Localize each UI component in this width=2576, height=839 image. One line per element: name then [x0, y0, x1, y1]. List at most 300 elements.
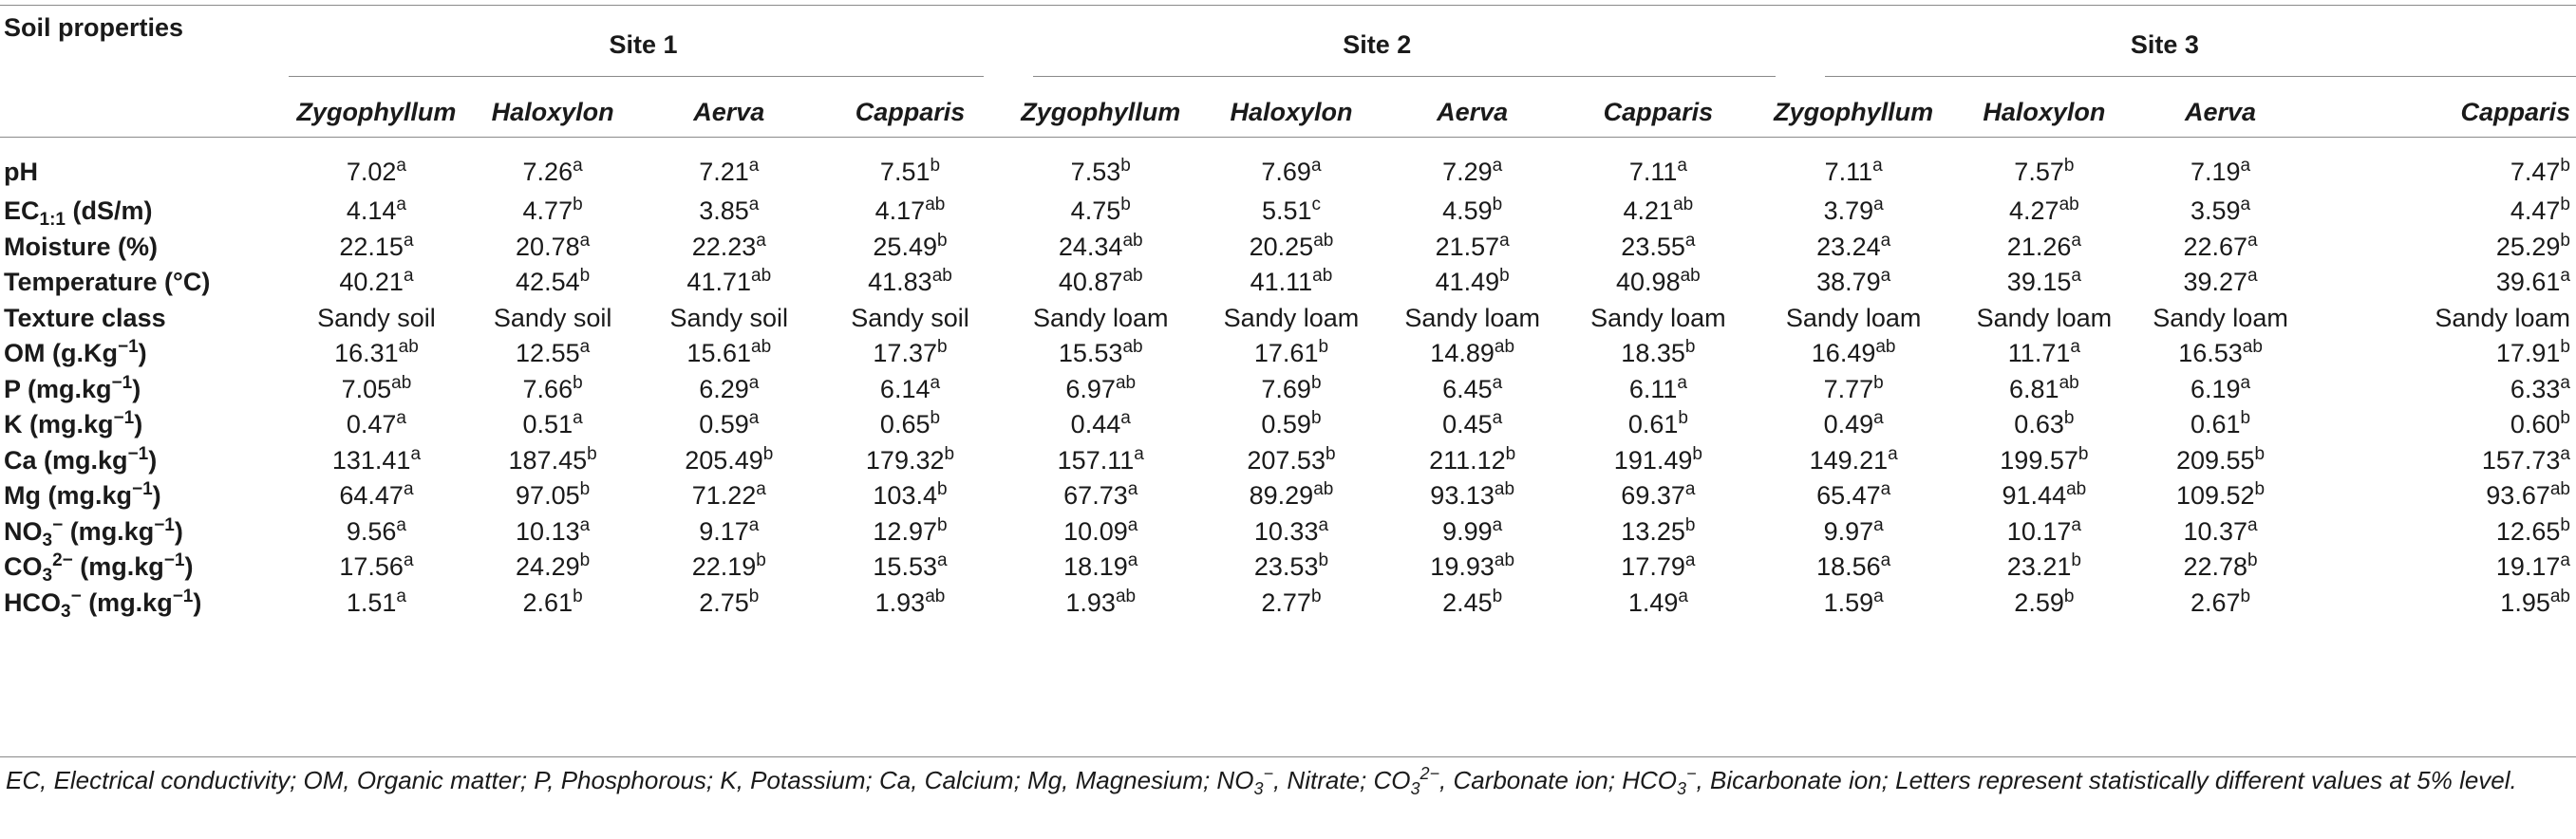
significance-letter: a: [1120, 408, 1131, 429]
significance-letter: ab: [1115, 372, 1137, 393]
table-cell: 7.29$^a$: [1442, 155, 1503, 186]
site-header-row: [0, 8, 2576, 82]
table-cell: 3.85$^a$: [699, 195, 760, 226]
table-cell: 17.56$^a$: [339, 550, 414, 582]
species-header: Haloxylon: [1230, 97, 1353, 126]
significance-letter: a: [756, 479, 766, 500]
table-cell: 103.4$^b$: [873, 479, 948, 511]
significance-letter: a: [403, 479, 414, 500]
table-cell: 4.14$^a$: [346, 195, 406, 226]
significance-letter: a: [396, 408, 406, 429]
top-rule: [0, 5, 2576, 6]
table-cell: 187.45$^b$: [508, 443, 597, 475]
significance-letter: a: [756, 230, 766, 251]
row-label: Moisture (%): [4, 232, 158, 261]
significance-letter: a: [1684, 230, 1696, 251]
significance-letter: b: [579, 479, 591, 500]
table-cell: 42.54$^b$: [516, 266, 591, 297]
table-cell: 2.75$^b$: [699, 586, 760, 617]
significance-letter: a: [2247, 514, 2258, 535]
table-row: [0, 142, 2576, 194]
row-label: pH: [4, 157, 38, 186]
significance-letter: a: [1880, 266, 1891, 287]
table-cell: 0.63$^b$: [2014, 408, 2075, 439]
significance-letter: b: [2560, 195, 2570, 215]
significance-letter: a: [1318, 514, 1329, 535]
table-cell: 15.53$^a$: [873, 550, 948, 582]
table-cell: 65.47$^a$: [1816, 479, 1891, 511]
table-cell: 6.29$^a$: [699, 372, 760, 403]
bottom-rule: [0, 756, 2576, 757]
significance-letter: a: [579, 230, 591, 251]
significance-letter: a: [1499, 230, 1510, 251]
significance-letter: a: [1873, 514, 1884, 535]
table-row: [0, 301, 2576, 337]
table-cell: 2.45$^b$: [1442, 586, 1503, 617]
table-cell: 7.47$^b$: [2510, 155, 2570, 186]
table-cell: 7.19$^a$: [2190, 155, 2251, 186]
table-cell: 22.23$^a$: [691, 230, 766, 261]
table-cell: 18.35$^b$: [1621, 337, 1696, 368]
site-2-header: Site 2: [1343, 29, 1412, 59]
row-label: $EC_{1:1}$ (dS/m): [4, 196, 153, 231]
significance-letter: b: [936, 337, 948, 358]
table-cell: 4.47$^b$: [2510, 195, 2570, 226]
significance-letter: b: [1318, 337, 1329, 358]
table-cell: 20.25$^{ab}$: [1249, 230, 1334, 261]
row-label: Texture class: [4, 303, 166, 332]
significance-letter: ab: [751, 337, 772, 358]
table-row: [0, 443, 2576, 479]
table-cell: 12.55$^a$: [516, 337, 591, 368]
significance-letter: a: [1873, 586, 1884, 606]
significance-letter: b: [1120, 155, 1131, 176]
significance-letter: b: [1310, 372, 1322, 393]
significance-letter: a: [2071, 230, 2081, 251]
significance-letter: ab: [1494, 550, 1515, 571]
significance-letter: ab: [1494, 479, 1515, 500]
table-cell: 13.25$^b$: [1621, 514, 1696, 546]
significance-letter: ab: [1312, 266, 1333, 287]
significance-letter: b: [930, 408, 941, 429]
table-cell: Sandy soil: [493, 303, 612, 332]
empty-cell: [0, 82, 286, 142]
table-cell: 16.31$^{ab}$: [334, 337, 419, 368]
table-cell: 91.44$^{ab}$: [2002, 479, 2087, 511]
table-cell: 5.51$^c$: [1261, 195, 1321, 226]
table-cell: 9.99$^a$: [1442, 514, 1503, 546]
table-cell: 19.17$^a$: [2495, 550, 2570, 582]
table-cell: 149.21$^a$: [1809, 443, 1898, 475]
significance-letter: b: [1310, 586, 1322, 606]
significance-letter: ab: [1680, 266, 1701, 287]
table-cell: 10.17$^a$: [2006, 514, 2081, 546]
species-header: Zygophyllum: [1774, 97, 1934, 126]
table-cell: 1.95$^{ab}$: [2500, 586, 2570, 617]
table-cell: 7.69$^a$: [1261, 155, 1322, 186]
table-cell: 0.45$^a$: [1442, 408, 1503, 439]
significance-letter: a: [1684, 550, 1696, 571]
significance-letter: a: [1684, 479, 1696, 500]
significance-letter: ab: [1494, 337, 1515, 358]
species-header: Haloxylon: [491, 97, 614, 126]
table-cell: 0.60$^b$: [2510, 408, 2570, 439]
table-cell: 39.15$^a$: [2006, 266, 2081, 297]
table-cell: 4.75$^b$: [1070, 195, 1131, 226]
significance-letter: a: [1880, 550, 1891, 571]
table-cell: 179.32$^b$: [865, 443, 955, 475]
table-cell: 9.56$^a$: [346, 514, 406, 546]
table-cell: 0.61$^b$: [2190, 408, 2251, 439]
significance-letter: b: [573, 586, 583, 606]
significance-letter: b: [944, 443, 955, 464]
table-cell: 7.05$^{ab}$: [341, 372, 412, 403]
table-cell: 40.98$^{ab}$: [1616, 266, 1701, 297]
table-row: [0, 265, 2576, 301]
table-cell: 3.79$^a$: [1823, 195, 1884, 226]
species-header: Aerva: [1437, 97, 1509, 126]
significance-letter: a: [579, 337, 591, 358]
table-cell: 67.73$^a$: [1063, 479, 1138, 511]
significance-letter: b: [1492, 195, 1503, 215]
significance-letter: a: [579, 514, 591, 535]
table-cell: 93.67$^{ab}$: [2486, 479, 2570, 511]
species-header: Zygophyllum: [1021, 97, 1181, 126]
table-cell: 6.11$^a$: [1628, 372, 1687, 403]
row-label: $CO_3^{2-}$ $(mg.kg^{-1})$: [4, 550, 194, 587]
table-cell: 10.09$^a$: [1063, 514, 1138, 546]
table-body: [0, 142, 2576, 621]
significance-letter: b: [2240, 408, 2251, 429]
row-label: K $(mg.kg^{-1})$: [4, 408, 143, 439]
significance-letter: ab: [2059, 372, 2079, 393]
table-cell: 21.57$^a$: [1435, 230, 1510, 261]
table-cell: 22.19$^b$: [691, 550, 766, 582]
significance-letter: a: [1310, 155, 1322, 176]
significance-letter: a: [1873, 195, 1884, 215]
row-header-label: Soil properties: [4, 13, 184, 42]
table-cell: 18.19$^a$: [1063, 550, 1138, 582]
table-cell: 9.97$^a$: [1823, 514, 1884, 546]
table-cell: 6.45$^a$: [1442, 372, 1503, 403]
table-cell: 4.21$^{ab}$: [1623, 195, 1694, 226]
significance-letter: a: [573, 408, 583, 429]
table-cell: 1.93$^{ab}$: [1065, 586, 1137, 617]
significance-letter: a: [2247, 266, 2258, 287]
site-1-header: Site 1: [609, 29, 678, 59]
table-cell: 109.52$^b$: [2175, 479, 2266, 511]
table-cell: 12.65$^b$: [2495, 514, 2570, 546]
row-label: $NO_3^-$ $(mg.kg^{-1})$: [4, 514, 183, 550]
table-cell: 0.49$^a$: [1823, 408, 1884, 439]
significance-letter: b: [1692, 443, 1702, 464]
significance-letter: b: [579, 266, 591, 287]
table-cell: 2.61$^b$: [522, 586, 583, 617]
significance-letter: a: [1677, 155, 1687, 176]
significance-letter: ab: [2242, 337, 2263, 358]
table-cell: 1.93$^{ab}$: [874, 586, 946, 617]
table-cell: 25.49$^b$: [873, 230, 948, 261]
table-cell: 15.61$^{ab}$: [686, 337, 772, 368]
table-cell: 3.59$^a$: [2190, 195, 2251, 226]
significance-letter: a: [748, 372, 760, 393]
significance-letter: a: [1492, 372, 1503, 393]
significance-letter: ab: [2549, 479, 2570, 500]
table-cell: 41.83$^{ab}$: [868, 266, 952, 297]
species-header: Aerva: [2185, 97, 2257, 126]
table-cell: 211.12$^b$: [1429, 443, 1516, 475]
significance-letter: b: [762, 443, 774, 464]
table-row: [0, 514, 2576, 550]
table-cell: 157.73$^a$: [2481, 443, 2570, 475]
table-cell: 25.29$^b$: [2495, 230, 2570, 261]
significance-letter: a: [1888, 443, 1898, 464]
table-footnote: EC, Electrical conductivity; OM, Organic matter; P, Phosphorous; K, Potassium; Ca, Calcium; Mg, Magnesium; $NO_3^-$, Nitrate; $CO_3^{2-}$, Carbonate ion; $HCO_3^-$, Bicarbonate ion; Letters represent statistically different values at 5% level.: [6, 764, 2517, 798]
table-cell: 7.21$^a$: [699, 155, 760, 186]
table-cell: 0.65$^b$: [879, 408, 941, 439]
table-cell: 24.34$^{ab}$: [1058, 230, 1143, 261]
significance-letter: a: [1492, 408, 1503, 429]
significance-letter: b: [2560, 230, 2570, 251]
significance-letter: a: [2240, 195, 2251, 215]
row-label: Mg $(mg.kg^{-1})$: [4, 479, 161, 511]
significance-letter: a: [748, 155, 760, 176]
species-header: Capparis: [855, 97, 966, 126]
significance-letter: a: [1492, 514, 1503, 535]
table-cell: 89.29$^{ab}$: [1249, 479, 1334, 511]
table-cell: 93.13$^{ab}$: [1430, 479, 1515, 511]
significance-letter: a: [2560, 443, 2570, 464]
table-cell: 7.77$^b$: [1823, 372, 1884, 403]
table-cell: 0.59$^b$: [1261, 408, 1322, 439]
significance-letter: b: [2254, 479, 2266, 500]
table-cell: Sandy loam: [1404, 303, 1540, 332]
significance-letter: b: [579, 550, 591, 571]
table-cell: Sandy soil: [851, 303, 969, 332]
significance-letter: b: [1318, 550, 1329, 571]
table-cell: Sandy loam: [1590, 303, 1726, 332]
significance-letter: a: [1872, 155, 1883, 176]
significance-letter: a: [396, 586, 406, 606]
significance-letter: ab: [931, 266, 952, 287]
table-cell: 40.87$^{ab}$: [1058, 266, 1143, 297]
significance-letter: a: [930, 372, 941, 393]
significance-letter: ab: [1313, 479, 1334, 500]
table-cell: 16.49$^{ab}$: [1811, 337, 1896, 368]
table-cell: 40.21$^a$: [339, 266, 414, 297]
species-header: Capparis: [1603, 97, 1714, 126]
significance-letter: a: [2560, 372, 2570, 393]
significance-letter: a: [403, 550, 414, 571]
table-cell: 0.61$^b$: [1627, 408, 1688, 439]
table-cell: 22.15$^a$: [339, 230, 414, 261]
significance-letter: ab: [925, 586, 946, 606]
table-cell: 7.66$^b$: [522, 372, 583, 403]
table-cell: 2.77$^b$: [1261, 586, 1322, 617]
table-cell: 17.37$^b$: [873, 337, 948, 368]
significance-letter: b: [2240, 586, 2251, 606]
table-cell: Sandy loam: [2435, 303, 2570, 332]
significance-letter: b: [2560, 408, 2570, 429]
significance-letter: b: [1684, 514, 1696, 535]
table-cell: 12.97$^b$: [873, 514, 948, 546]
table-cell: 207.53$^b$: [1247, 443, 1336, 475]
table-cell: 131.41$^a$: [331, 443, 422, 475]
significance-letter: ab: [2066, 479, 2087, 500]
table-row: [0, 372, 2576, 408]
significance-letter: a: [1134, 443, 1144, 464]
significance-letter: a: [2071, 514, 2081, 535]
table-cell: 23.21$^b$: [2006, 550, 2081, 582]
significance-letter: ab: [1313, 230, 1334, 251]
species-header: Haloxylon: [1983, 97, 2106, 126]
table-cell: 22.67$^a$: [2183, 230, 2258, 261]
row-label: Temperature (°C): [4, 268, 211, 297]
table-cell: 71.22$^a$: [691, 479, 766, 511]
table-cell: 22.78$^b$: [2183, 550, 2258, 582]
significance-letter: a: [1677, 372, 1687, 393]
table-cell: Sandy loam: [1785, 303, 1922, 332]
soil-properties-table: [0, 8, 2576, 621]
significance-letter: b: [2071, 550, 2081, 571]
table-cell: 10.33$^a$: [1253, 514, 1329, 546]
significance-letter: b: [1120, 195, 1131, 215]
significance-letter: a: [1678, 586, 1688, 606]
table-cell: 4.17$^{ab}$: [874, 195, 946, 226]
significance-letter: a: [2560, 266, 2570, 287]
significance-letter: b: [936, 514, 948, 535]
table-cell: 6.33$^a$: [2510, 372, 2570, 403]
table-cell: 16.53$^{ab}$: [2178, 337, 2263, 368]
table-cell: Sandy loam: [1032, 303, 1169, 332]
table-cell: 7.57$^b$: [2014, 155, 2075, 186]
table-cell: 38.79$^a$: [1816, 266, 1891, 297]
significance-letter: b: [1678, 408, 1688, 429]
significance-letter: ab: [1115, 586, 1137, 606]
table-cell: 41.11$^{ab}$: [1250, 266, 1333, 297]
significance-letter: b: [1505, 443, 1516, 464]
table-cell: 6.19$^a$: [2190, 372, 2251, 403]
table-cell: 4.27$^{ab}$: [2009, 195, 2079, 226]
table-cell: 39.27$^a$: [2183, 266, 2258, 297]
species-header: Aerva: [693, 97, 765, 126]
table-cell: 0.59$^a$: [699, 408, 760, 439]
significance-letter: a: [573, 155, 583, 176]
table-cell: Sandy loam: [1976, 303, 2113, 332]
significance-letter: a: [936, 550, 948, 571]
significance-letter: b: [930, 155, 941, 176]
table-cell: 0.44$^a$: [1070, 408, 1131, 439]
table-cell: 11.71$^a$: [2007, 337, 2080, 368]
significance-letter: a: [1127, 479, 1138, 500]
table-cell: 10.37$^a$: [2183, 514, 2258, 546]
significance-letter: a: [1127, 550, 1138, 571]
significance-letter: a: [396, 155, 406, 176]
table-cell: 20.78$^a$: [516, 230, 591, 261]
row-label: Ca $(mg.kg^{-1})$: [4, 443, 158, 475]
table-cell: 0.51$^a$: [522, 408, 583, 439]
table-cell: 41.49$^b$: [1435, 266, 1510, 297]
table-cell: 10.13$^a$: [516, 514, 591, 546]
table-cell: 7.11$^a$: [1628, 155, 1687, 186]
table-cell: 209.55$^b$: [2175, 443, 2266, 475]
table-cell: 41.71$^{ab}$: [686, 266, 772, 297]
significance-letter: a: [2560, 550, 2570, 571]
table-cell: 9.17$^a$: [699, 514, 760, 546]
table-cell: 97.05$^b$: [516, 479, 591, 511]
significance-letter: c: [1311, 195, 1321, 215]
table-cell: 1.59$^a$: [1823, 586, 1884, 617]
table-row: [0, 478, 2576, 514]
table-cell: 4.59$^b$: [1442, 195, 1503, 226]
table-cell: Sandy soil: [317, 303, 436, 332]
significance-letter: ab: [751, 266, 772, 287]
row-label: OM $(g.Kg^{-1})$: [4, 337, 147, 368]
table-cell: 17.79$^a$: [1621, 550, 1696, 582]
table-cell: 7.02$^a$: [346, 155, 406, 186]
significance-letter: a: [396, 514, 406, 535]
table-cell: 1.49$^a$: [1627, 586, 1688, 617]
significance-letter: b: [2063, 408, 2075, 429]
significance-letter: a: [748, 195, 760, 215]
significance-letter: b: [2254, 443, 2266, 464]
table-cell: 6.97$^{ab}$: [1065, 372, 1137, 403]
significance-letter: b: [1499, 266, 1510, 287]
significance-letter: b: [1684, 337, 1696, 358]
table-cell: 7.26$^a$: [522, 155, 583, 186]
significance-letter: b: [1310, 408, 1322, 429]
significance-letter: b: [2560, 155, 2570, 176]
significance-letter: a: [2240, 372, 2251, 393]
table-cell: Sandy loam: [2153, 303, 2288, 332]
table-cell: 205.49$^b$: [685, 443, 774, 475]
site-3-header: Site 3: [2130, 29, 2199, 59]
significance-letter: ab: [1122, 230, 1143, 251]
table-cell: 7.53$^b$: [1070, 155, 1131, 186]
significance-letter: a: [403, 266, 414, 287]
significance-letter: b: [573, 372, 583, 393]
table-cell: 14.89$^{ab}$: [1430, 337, 1515, 368]
table-cell: 2.67$^b$: [2190, 586, 2251, 617]
significance-letter: b: [748, 586, 760, 606]
table-cell: Sandy soil: [669, 303, 789, 332]
significance-letter: b: [1492, 586, 1503, 606]
significance-letter: a: [403, 230, 414, 251]
table-cell: 39.61$^a$: [2495, 266, 2570, 297]
table-cell: 64.47$^a$: [339, 479, 414, 511]
table-row: [0, 407, 2576, 443]
significance-letter: a: [1880, 230, 1891, 251]
significance-letter: ab: [1673, 195, 1694, 215]
significance-letter: a: [748, 408, 760, 429]
table-row: [0, 586, 2576, 622]
table-cell: 157.11$^a$: [1057, 443, 1144, 475]
significance-letter: ab: [391, 372, 412, 393]
significance-letter: a: [1873, 408, 1884, 429]
significance-letter: a: [2070, 337, 2080, 358]
significance-letter: a: [1127, 514, 1138, 535]
significance-letter: b: [2078, 443, 2089, 464]
significance-letter: b: [936, 479, 948, 500]
table-cell: 1.51$^a$: [346, 586, 406, 617]
species-header: Capparis: [2460, 97, 2570, 126]
table-cell: 69.37$^a$: [1621, 479, 1696, 511]
table-cell: 24.29$^b$: [516, 550, 591, 582]
table-cell: 23.24$^a$: [1816, 230, 1891, 261]
significance-letter: a: [410, 443, 422, 464]
significance-letter: ab: [1875, 337, 1896, 358]
significance-letter: ab: [2059, 195, 2079, 215]
